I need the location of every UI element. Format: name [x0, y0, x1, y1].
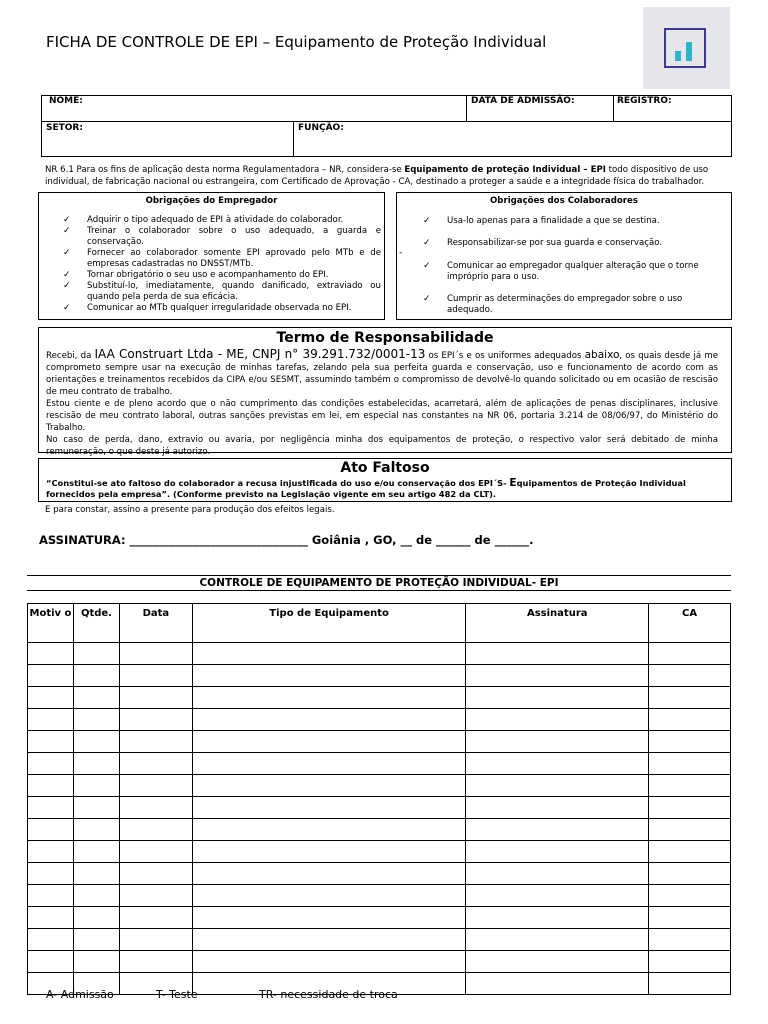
table-cell[interactable] [649, 929, 731, 951]
table-cell[interactable] [649, 665, 731, 687]
table-cell[interactable] [649, 907, 731, 929]
table-cell[interactable] [73, 687, 119, 709]
table-cell[interactable] [192, 731, 466, 753]
controle-title: CONTROLE DE EQUIPAMENTO DE PROTEÇÃO INDIVIDUAL- EPI [199, 577, 559, 589]
table-cell[interactable] [192, 687, 466, 709]
table-cell[interactable] [192, 665, 466, 687]
table-cell[interactable] [466, 929, 649, 951]
table-cell[interactable] [119, 687, 192, 709]
table-cell[interactable] [119, 797, 192, 819]
epi-control-table [27, 603, 731, 995]
table-row [28, 709, 731, 731]
employer-obligations-box: Obrigações do Empregador ✓ Adquirir o tipo adequado de EPI à atividade do colaborador. ✓ Treinar o colaborador sobre o uso adequado, a guarda e conservação. ✓ Fornecer ao colaborador somente EPI aprovado pelo MTb e de empresas cadastradas no DNSST/MTb. ✓ Tornar obrigatório o seu uso e acompanhamento do EPI. ✓ Substituí-lo, imediatamente, quando danificado, extraviado ou quando pela perda de sua eficácia. ✓ Comunicar ao MTb qualquer irregularidade observada no EPI. [38, 192, 385, 320]
table-cell[interactable] [28, 753, 74, 775]
setor-label: SETOR: [46, 123, 83, 133]
ato-faltoso-text: “Constitui-se ato faltoso do colaborador a recusa injustificada do uso e/ou conservação dos EPI´S- Equipamentos de Proteção Individual fornecidos pela empresa”. (Conforme previsto na Legislação vigente em seu artigo 482 da CLT). [46, 477, 686, 499]
table-row [28, 643, 731, 665]
table-cell[interactable] [649, 885, 731, 907]
table-cell[interactable] [192, 841, 466, 863]
table-row [28, 775, 731, 797]
table-row [28, 753, 731, 775]
table-cell[interactable] [28, 819, 74, 841]
table-cell[interactable] [192, 753, 466, 775]
table-cell[interactable] [192, 643, 466, 665]
table-cell[interactable] [28, 775, 74, 797]
table-cell[interactable] [119, 929, 192, 951]
legend-teste: T- Teste [156, 988, 198, 1001]
data-admissao-label: DATA DE ADMISSÃO: [471, 96, 575, 106]
table-row [28, 863, 731, 885]
table-cell[interactable] [119, 753, 192, 775]
nr-paragraph: NR 6.1 Para os fins de aplicação desta norma Regulamentadora – NR, considera-se Equipamento de proteção Individual – EPI todo dispositivo de uso individual, de fabricação nacional ou estrangeira, com Certificado de Aprovação - CA, destinado a proteger a saúde e a integridade física do trabalhador. [45, 165, 709, 187]
table-cell[interactable] [466, 951, 649, 973]
table-cell[interactable] [119, 819, 192, 841]
employee-obligations-title: Obrigações dos Colaboradores [490, 196, 638, 206]
dash-mark: - [399, 248, 403, 258]
table-header-row [28, 604, 731, 643]
table-cell[interactable] [73, 929, 119, 951]
table-cell[interactable] [73, 907, 119, 929]
table-cell[interactable] [192, 863, 466, 885]
table-cell[interactable] [28, 665, 74, 687]
table-cell[interactable] [192, 797, 466, 819]
table-cell[interactable] [28, 643, 74, 665]
signature-line[interactable]: ASSINATURA: _______________________________ Goiânia , GO, __ de ______ de ______. [39, 533, 534, 547]
employer-obligations-title: Obrigações do Empregador [145, 196, 278, 206]
table-cell[interactable] [73, 709, 119, 731]
table-row [28, 731, 731, 753]
table-row [28, 687, 731, 709]
termo-text: Recebi, da IAA Construart Ltda - ME, CNPJ n° 39.291.732/0001-13 os EPI´s e os uniformes adequados abaixo, os quais desde já me comprometo sempre usar na execução de minhas tarefas, zelando pela sua perfeita guarda e conservação, uso e funcionamento de acordo com as orientações e treinamentos recebidos da CIPA e/ou SESMT, assumindo também o compromisso de devolvê-lo quando solicitado ou em ocasião de rescisão de meu contrato de trabalho. Estou ciente e de pleno acordo que o não cumprimento das condições estabelecidas, acarretará, além de aplicações de penas disciplinares, inclusive rescisão de meu contrato laboral, outras sanções previstas em lei, em especial nas constantes na NR 06, portaria 3.214 de 08/06/97, do Ministério do Trabalho. No caso de perda, dano, extravio ou avaria, por negligência minha dos equipamentos de proteção, o respectivo valor será debitado de minha remuneração, o que deste já autorizo. [46, 347, 719, 457]
table-cell[interactable] [73, 863, 119, 885]
table-cell[interactable] [28, 841, 74, 863]
table-cell[interactable] [28, 929, 74, 951]
table-cell[interactable] [119, 775, 192, 797]
employee-obligations-box: Obrigações dos Colaboradores ✓ Usa-lo apenas para a finalidade a que se destina. ✓ Responsabilizar-se por sua guarda e conservação. ✓ Comunicar ao empregador qualquer alteração que o torne impróprio para o uso. ✓ Cumprir as determinações do empregador sobre o uso adequado. [396, 192, 732, 320]
table-cell[interactable] [119, 665, 192, 687]
logo [643, 7, 730, 89]
table-cell[interactable] [119, 863, 192, 885]
table-cell[interactable] [28, 907, 74, 929]
table-cell[interactable] [73, 643, 119, 665]
table-row [28, 907, 731, 929]
table-cell[interactable] [466, 643, 649, 665]
table-cell[interactable] [192, 819, 466, 841]
table-cell[interactable] [466, 819, 649, 841]
table-row [28, 929, 731, 951]
table-cell[interactable] [192, 885, 466, 907]
table-cell[interactable] [466, 753, 649, 775]
col-motivo: Motiv o [28, 604, 74, 643]
col-tipo: Tipo de Equipamento [192, 604, 466, 643]
constar-text: E para constar, assino a presente para produção dos efeitos legais. [45, 505, 335, 515]
table-cell[interactable] [73, 731, 119, 753]
table-cell[interactable] [28, 709, 74, 731]
ato-faltoso-title: Ato Faltoso [340, 460, 430, 476]
table-cell[interactable] [466, 709, 649, 731]
table-cell[interactable] [466, 885, 649, 907]
table-cell[interactable] [119, 841, 192, 863]
table-cell[interactable] [73, 819, 119, 841]
table-row [28, 665, 731, 687]
table-cell[interactable] [73, 753, 119, 775]
table-cell[interactable] [119, 885, 192, 907]
nome-label: NOME: [49, 96, 83, 106]
termo-title: Termo de Responsabilidade [276, 330, 494, 346]
table-cell[interactable] [28, 951, 74, 973]
col-ca: CA [649, 604, 731, 643]
table-cell[interactable] [28, 885, 74, 907]
table-cell[interactable] [649, 819, 731, 841]
table-cell[interactable] [28, 687, 74, 709]
col-assinatura: Assinatura [466, 604, 649, 643]
table-cell[interactable] [73, 797, 119, 819]
table-cell[interactable] [192, 907, 466, 929]
table-cell[interactable] [119, 731, 192, 753]
col-data: Data [119, 604, 192, 643]
table-cell[interactable] [649, 775, 731, 797]
table-cell[interactable] [649, 709, 731, 731]
table-cell[interactable] [649, 753, 731, 775]
employee-info-grid [41, 95, 732, 157]
table-row [28, 797, 731, 819]
table-cell[interactable] [649, 731, 731, 753]
table-cell[interactable] [119, 907, 192, 929]
table-cell[interactable] [28, 863, 74, 885]
table-row [28, 841, 731, 863]
table-cell[interactable] [649, 687, 731, 709]
col-qtde: Qtde. [73, 604, 119, 643]
table-cell[interactable] [649, 643, 731, 665]
table-cell[interactable] [466, 841, 649, 863]
table-cell[interactable] [466, 797, 649, 819]
table-cell[interactable] [192, 709, 466, 731]
table-cell[interactable] [73, 841, 119, 863]
legend-troca: TR- necessidade de troca [259, 988, 398, 1001]
table-cell[interactable] [466, 775, 649, 797]
table-cell[interactable] [466, 973, 649, 995]
table-cell[interactable] [73, 951, 119, 973]
divider [27, 590, 731, 591]
ato-faltoso-box [38, 458, 732, 502]
table-cell[interactable] [192, 929, 466, 951]
table-cell[interactable] [28, 797, 74, 819]
table-cell[interactable] [649, 841, 731, 863]
registro-label: REGISTRO: [617, 96, 672, 106]
table-cell[interactable] [649, 951, 731, 973]
table-cell[interactable] [73, 885, 119, 907]
document-title: FICHA DE CONTROLE DE EPI – Equipamento de Proteção Individual [46, 33, 547, 51]
termo-responsabilidade-box [38, 327, 732, 457]
table-row [28, 819, 731, 841]
table-cell[interactable] [466, 907, 649, 929]
table-cell[interactable] [119, 643, 192, 665]
divider [27, 575, 731, 576]
table-cell[interactable] [192, 951, 466, 973]
table-row [28, 951, 731, 973]
table-cell[interactable] [28, 731, 74, 753]
table-cell[interactable] [119, 951, 192, 973]
table-cell[interactable] [466, 731, 649, 753]
table-cell[interactable] [649, 797, 731, 819]
table-cell[interactable] [649, 863, 731, 885]
funcao-label: FUNÇÃO: [298, 123, 344, 133]
table-cell[interactable] [192, 775, 466, 797]
table-cell[interactable] [119, 709, 192, 731]
table-row [28, 885, 731, 907]
table-cell[interactable] [73, 775, 119, 797]
table-cell[interactable] [466, 687, 649, 709]
table-cell[interactable] [466, 863, 649, 885]
table-cell[interactable] [649, 973, 731, 995]
table-cell[interactable] [466, 665, 649, 687]
legend-admissao: A- Admissão [46, 988, 114, 1001]
bar-chart-icon [664, 28, 706, 68]
table-cell[interactable] [73, 665, 119, 687]
